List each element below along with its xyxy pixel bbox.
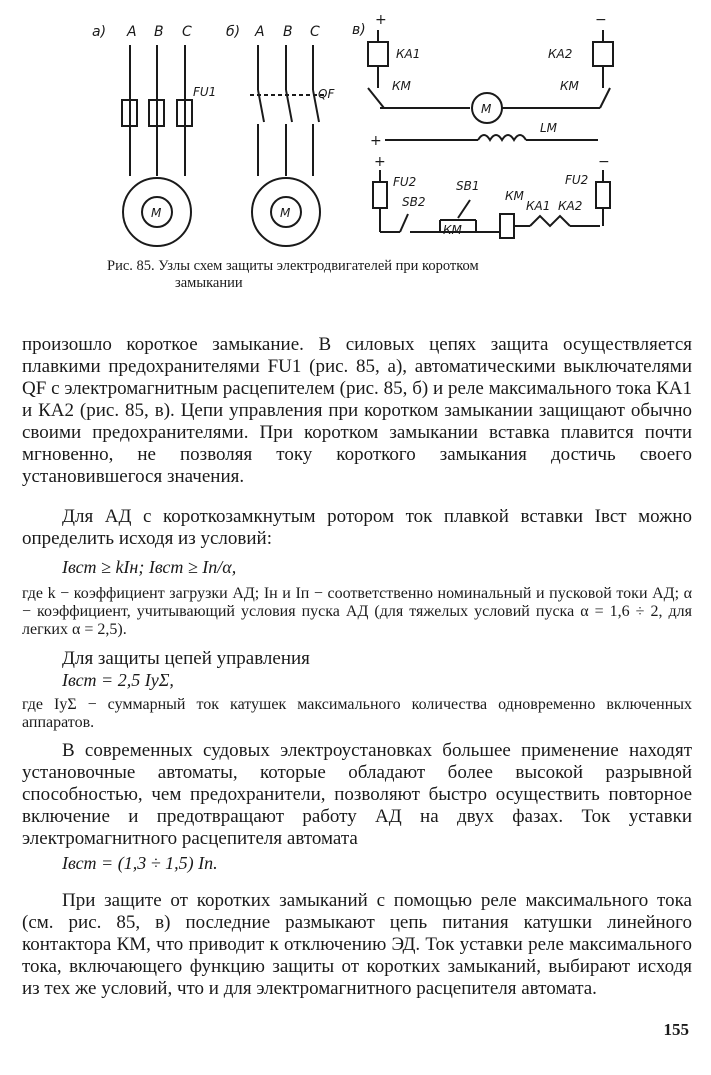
fu1-label: FU1 [193, 85, 217, 99]
lm-label: LM [540, 121, 558, 135]
paragraph-6: В современных судовых электроустановках большее применение находят установочные автоматы, которые обладают более высокой разрывной способностью, чем предохранители, позволяют быстро осуществить повторное включение и предотвращают работу АД на двух фазах. Ток уставки электромагнитного расцепителя автомата [22, 740, 692, 849]
paragraph-2-block [22, 506, 692, 550]
km-label-3: КМ [505, 189, 524, 203]
paragraph-2: Для АД с короткозамкнутым ротором ток плавкой вставки Iвст можно определить исходя из условий: [22, 506, 692, 549]
sb1-label: SB1 [456, 179, 480, 193]
minus-bottom: − [598, 154, 610, 170]
sb2-label: SB2 [402, 195, 426, 209]
ka2-label: КА2 [548, 47, 573, 61]
paragraph-1: произошло короткое замыкание. В силовых цепях защита осуществляется плавкими предохранителями FU1 (рис. 85, а), автоматическими выключателями QF с электромагнитным расцепителем (рис. 85, б) и реле максимального тока КА1 и КА2 (рис. 85, в). Цепи управления при коротком замыкании защищают обычно своими предохранителями. При коротком замыкании вставка плавится почти мгновенно, не позволяя току короткого замыкания достичь своего установившегося значения. [22, 334, 692, 487]
ka1-label: КА1 [396, 47, 421, 61]
paragraph-4: Для защиты цепей управления [62, 648, 310, 669]
figure-caption [107, 258, 627, 292]
paragraph-5-block [22, 696, 692, 732]
caption-line-2: замыкании [175, 275, 243, 291]
formula-3: Iвст = (1,3 ÷ 1,5) Iп. [62, 853, 218, 873]
paragraph-7: При защите от коротких замыканий с помощью реле максимального тока (см. рис. 85, в) последние размыкают цепь питания катушки линейного контактора КМ, что приводит к отключению ЭД. Ток уставки реле максимального тока, включающего функцию защиты от коротких замыканий, выбирают исходя из тех же условий, что и для электромагнитного расцепителя автомата. [22, 890, 692, 999]
plus-bottom: + [374, 154, 386, 170]
paragraph-5: где IуΣ − суммарный ток катушек максимального количества одновременно включенных аппаратов. [22, 696, 692, 731]
fu2-label-2: FU2 [565, 173, 589, 187]
phase-a-label: А [127, 24, 137, 40]
fu2-label-1: FU2 [393, 175, 417, 189]
paragraph-6-block [22, 740, 692, 850]
ka2-label-2: КА2 [558, 199, 583, 213]
phase-c-label: С [182, 24, 192, 40]
ka1-label-2: КА1 [526, 199, 551, 213]
formula-2-block [62, 670, 711, 691]
paragraph-4-block [22, 648, 692, 670]
km-label-1: КМ [392, 79, 411, 93]
km-coil [500, 214, 514, 238]
motor-b-label: М [280, 206, 291, 220]
plus-mid: + [370, 133, 382, 149]
fu2-left [373, 182, 387, 208]
fu2-right [596, 182, 610, 208]
motor-a-label: М [151, 206, 162, 220]
paragraph-3-block [22, 585, 692, 639]
panel-a-label: а) [92, 24, 107, 40]
qf-label: QF [318, 87, 335, 101]
formula-1-block [62, 557, 711, 578]
paragraph-1-block [22, 334, 692, 488]
panel-v-label: в) [352, 22, 366, 38]
plus-top: + [375, 12, 387, 28]
phase-a-label-b: А [255, 24, 265, 40]
page-number: 155 [663, 1020, 689, 1039]
phase-b-label: В [154, 24, 164, 40]
minus-top: − [595, 12, 607, 28]
ka2-coil [593, 42, 613, 66]
panel-b-label: б) [226, 24, 241, 40]
paragraph-3: где k − коэффициент загрузки АД; Iн и Iп − соответственно номинальный и пусковой токи АД; α − коэффициент, учитывающий условия пуска АД (для тяжелых условий пуска α = 1,6 ÷ 2, для легких α = 2,5). [22, 585, 693, 638]
formula-3-block [62, 853, 711, 874]
paragraph-7-block [22, 890, 692, 1000]
formula-2: Iвст = 2,5 IуΣ, [62, 670, 174, 690]
formula-1: Iвст ≥ kIн; Iвст ≥ Iп/α, [62, 557, 237, 577]
phase-b-label-b: В [283, 24, 293, 40]
dc-motor-label: М [481, 102, 492, 116]
km-label-4: КМ [443, 223, 462, 237]
circuit-figure [0, 0, 711, 300]
km-label-2: КМ [560, 79, 579, 93]
phase-c-label-b: С [310, 24, 320, 40]
caption-line-1: Рис. 85. Узлы схем защиты электродвигателей при коротком [107, 258, 479, 274]
ka1-coil [368, 42, 388, 66]
